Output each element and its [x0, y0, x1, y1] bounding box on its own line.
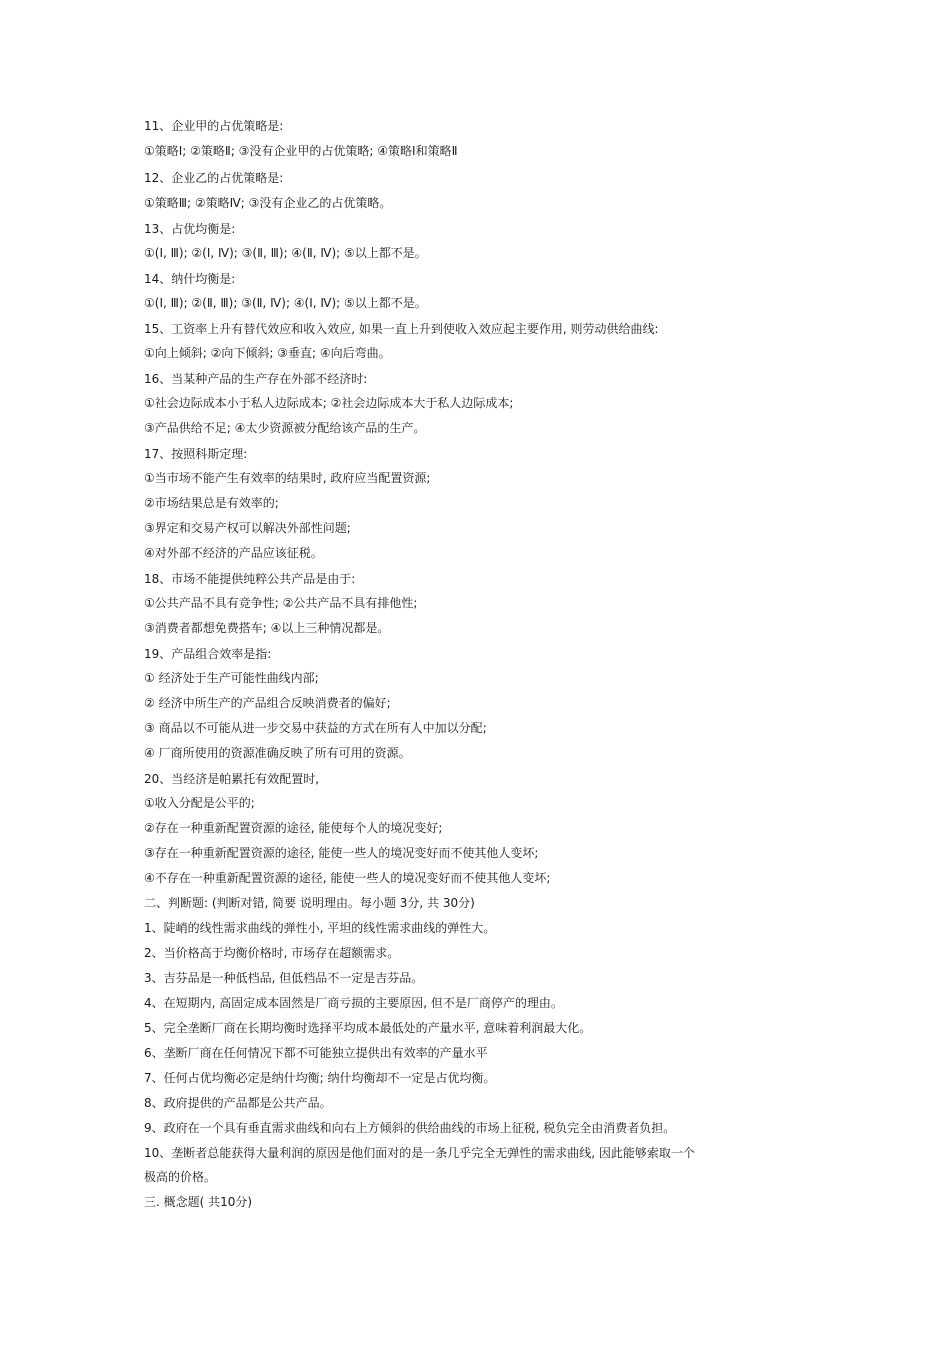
question-17: 17、按照科斯定理:	[144, 447, 248, 461]
question-17-option-2: ②市场结果总是有效率的;	[144, 496, 279, 510]
question-11-options: ①策略Ⅰ; ②策略Ⅱ; ③没有企业甲的占优策略; ④策略Ⅰ和策略Ⅱ	[144, 144, 458, 158]
question-19-option-3: ③ 商品以不可能从进一步交易中获益的方式在所有人中加以分配;	[144, 721, 487, 735]
question-15: 15、工资率上升有替代效应和收入效应, 如果一直上升到使收入效应起主要作用, 则劳动供给曲线:	[144, 322, 659, 336]
question-20-option-3: ③存在一种重新配置资源的途径, 能使一些人的境况变好而不使其他人变坏;	[144, 846, 539, 860]
question-19-option-2: ② 经济中所生产的产品组合反映消费者的偏好;	[144, 696, 391, 710]
question-18-options-a: ①公共产品不具有竞争性; ②公共产品不具有排他性;	[144, 596, 418, 610]
judgement-8: 8、政府提供的产品都是公共产品。	[144, 1096, 332, 1110]
question-17-option-3: ③界定和交易产权可以解决外部性问题;	[144, 521, 351, 535]
question-17-option-4: ④对外部不经济的产品应该征税。	[144, 546, 323, 560]
question-12-options: ①策略Ⅲ; ②策略Ⅳ; ③没有企业乙的占优策略。	[144, 196, 392, 210]
judgement-2: 2、当价格高于均衡价格时, 市场存在超额需求。	[144, 946, 400, 960]
question-12: 12、企业乙的占优策略是:	[144, 171, 284, 185]
judgement-1: 1、陡峭的线性需求曲线的弹性小, 平坦的线性需求曲线的弹性大。	[144, 921, 496, 935]
question-20-option-4: ④不存在一种重新配置资源的途径, 能使一些人的境况变好而不使其他人变坏;	[144, 871, 551, 885]
question-20-option-2: ②存在一种重新配置资源的途径, 能使每个人的境况变好;	[144, 821, 443, 835]
judgement-3: 3、吉芬品是一种低档品, 但低档品不一定是吉芬品。	[144, 971, 424, 985]
judgement-5: 5、完全垄断厂商在长期均衡时选择平均成本最低处的产量水平, 意味着利润最大化。	[144, 1021, 592, 1035]
question-18-options-b: ③消费者都想免费搭车; ④以上三种情况都是。	[144, 621, 390, 635]
judgement-7: 7、任何占优均衡必定是纳什均衡; 纳什均衡却不一定是占优均衡。	[144, 1071, 496, 1085]
question-19-option-4: ④ 厂商所使用的资源准确反映了所有可用的资源。	[144, 746, 411, 760]
judgement-4: 4、在短期内, 高固定成本固然是厂商亏损的主要原因, 但不是厂商停产的理由。	[144, 996, 563, 1010]
question-16-options-a: ①社会边际成本小于私人边际成本; ②社会边际成本大于私人边际成本;	[144, 396, 514, 410]
section-3-heading: 三. 概念题( 共10分)	[144, 1195, 253, 1209]
judgement-10: 10、垄断者总能获得大量利润的原因是他们面对的是一条几乎完全无弹性的需求曲线, 因此能够索取一个	[144, 1146, 695, 1160]
question-14-options: ①(Ⅰ, Ⅲ); ②(Ⅱ, Ⅲ); ③(Ⅱ, Ⅳ); ④(Ⅰ, Ⅳ); ⑤以上都不是。	[144, 296, 427, 310]
question-13-options: ①(Ⅰ, Ⅲ); ②(Ⅰ, Ⅳ); ③(Ⅱ, Ⅲ); ④(Ⅱ, Ⅳ); ⑤以上都不是。	[144, 246, 427, 260]
question-15-options: ①向上倾斜; ②向下倾斜; ③垂直; ④向后弯曲。	[144, 346, 391, 360]
judgement-9: 9、政府在一个具有垂直需求曲线和向右上方倾斜的供给曲线的市场上征税, 税负完全由消费者负担。	[144, 1121, 676, 1135]
question-16: 16、当某种产品的生产存在外部不经济时:	[144, 372, 368, 386]
judgement-6: 6、垄断厂商在任何情况下都不可能独立提供出有效率的产量水平	[144, 1046, 488, 1060]
question-13: 13、占优均衡是:	[144, 222, 236, 236]
question-20-option-1: ①收入分配是公平的;	[144, 796, 255, 810]
judgement-10-cont: 极高的价格。	[144, 1170, 217, 1184]
question-18: 18、市场不能提供纯粹公共产品是由于:	[144, 572, 356, 586]
question-11: 11、企业甲的占优策略是:	[144, 119, 284, 133]
question-17-option-1: ①当市场不能产生有效率的结果时, 政府应当配置资源;	[144, 471, 431, 485]
question-19: 19、产品组合效率是指:	[144, 647, 272, 661]
section-2-heading: 二、判断题: (判断对错, 简要 说明理由。每小题 3分, 共 30分)	[144, 896, 475, 910]
question-20: 20、当经济是帕累托有效配置时,	[144, 772, 320, 786]
question-16-options-b: ③产品供给不足; ④太少资源被分配给该产品的生产。	[144, 421, 426, 435]
question-14: 14、纳什均衡是:	[144, 272, 236, 286]
question-19-option-1: ① 经济处于生产可能性曲线内部;	[144, 671, 319, 685]
